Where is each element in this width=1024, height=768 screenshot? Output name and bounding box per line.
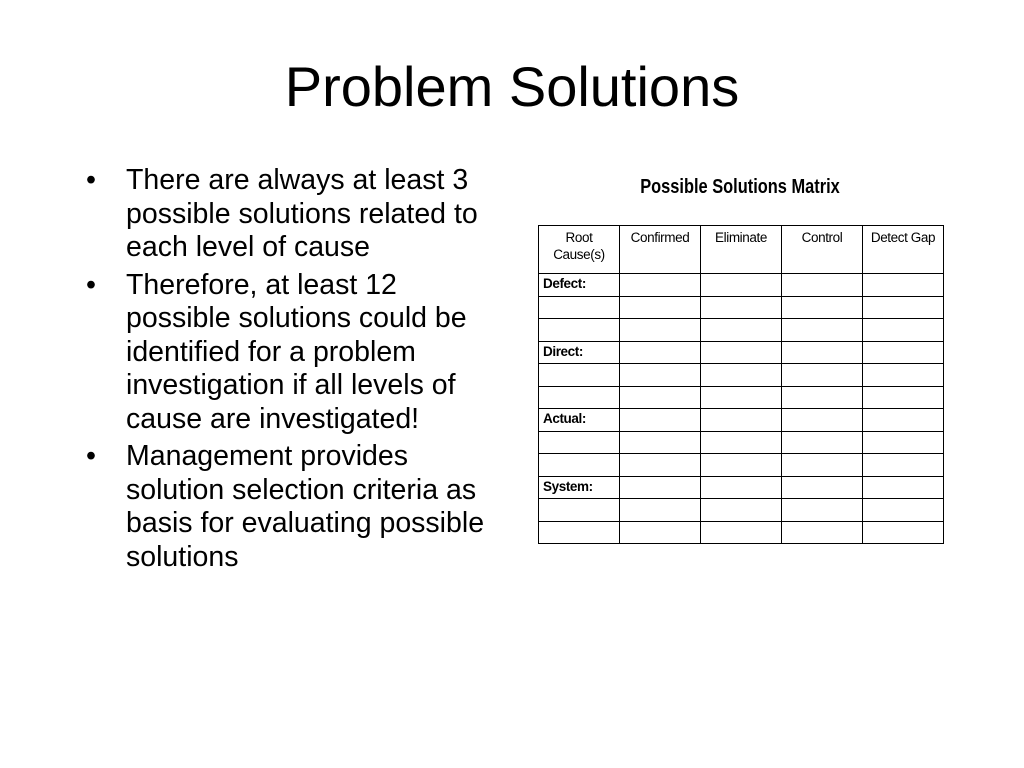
row-label-cell: System: (539, 476, 620, 499)
matrix-title: Possible Solutions Matrix (640, 176, 840, 198)
bullet-list (86, 164, 506, 578)
table-row (539, 521, 944, 544)
empty-cell (701, 319, 782, 342)
row-label-cell (539, 521, 620, 544)
empty-cell (701, 499, 782, 522)
bullet-icon: • (86, 164, 96, 196)
bullet-icon: • (86, 268, 96, 301)
empty-cell (701, 341, 782, 364)
empty-cell (863, 409, 944, 432)
bullet-item (86, 269, 506, 437)
empty-cell (620, 454, 701, 477)
header-confirmed: Confirmed (620, 226, 701, 274)
empty-cell (620, 409, 701, 432)
row-label-cell (539, 386, 620, 409)
empty-cell (620, 521, 701, 544)
empty-cell (863, 364, 944, 387)
row-label-cell: Actual: (539, 409, 620, 432)
empty-cell (863, 319, 944, 342)
bullet-item (86, 164, 506, 265)
table-row (539, 274, 944, 297)
empty-cell (863, 431, 944, 454)
row-label-cell (539, 296, 620, 319)
empty-cell (782, 454, 863, 477)
empty-cell (620, 341, 701, 364)
empty-cell (782, 274, 863, 297)
table-row (539, 476, 944, 499)
row-label-cell (539, 454, 620, 477)
empty-cell (782, 521, 863, 544)
header-root-cause: Root Cause(s) (539, 226, 620, 274)
empty-cell (782, 386, 863, 409)
slide-title: Problem Solutions (284, 55, 740, 118)
empty-cell (701, 431, 782, 454)
row-label-cell: Direct: (539, 341, 620, 364)
row-label-cell (539, 319, 620, 342)
empty-cell (863, 296, 944, 319)
empty-cell (863, 454, 944, 477)
row-label-cell (539, 499, 620, 522)
empty-cell (782, 499, 863, 522)
table-row (539, 296, 944, 319)
row-label-cell (539, 431, 620, 454)
empty-cell (782, 431, 863, 454)
table-row (539, 499, 944, 522)
empty-cell (620, 364, 701, 387)
empty-cell (620, 296, 701, 319)
empty-cell (863, 341, 944, 364)
row-label-cell: Defect: (539, 274, 620, 297)
bullet-text: There are always at least 3 possible solutions related to each level of cause (126, 164, 478, 263)
table-row (539, 319, 944, 342)
empty-cell (620, 499, 701, 522)
empty-cell (782, 341, 863, 364)
empty-cell (863, 521, 944, 544)
solutions-matrix-table (538, 225, 944, 544)
table-row (539, 364, 944, 387)
table-row (539, 454, 944, 477)
empty-cell (701, 364, 782, 387)
table-row (539, 431, 944, 454)
header-detect-gap: Detect Gap (863, 226, 944, 274)
empty-cell (620, 431, 701, 454)
bullet-item (86, 440, 506, 574)
empty-cell (620, 319, 701, 342)
table-row (539, 386, 944, 409)
header-eliminate: Eliminate (701, 226, 782, 274)
empty-cell (701, 409, 782, 432)
empty-cell (620, 274, 701, 297)
empty-cell (620, 476, 701, 499)
empty-cell (782, 364, 863, 387)
row-label-cell (539, 364, 620, 387)
empty-cell (782, 319, 863, 342)
empty-cell (782, 409, 863, 432)
empty-cell (863, 499, 944, 522)
empty-cell (701, 386, 782, 409)
empty-cell (701, 296, 782, 319)
empty-cell (782, 296, 863, 319)
empty-cell (782, 476, 863, 499)
empty-cell (701, 521, 782, 544)
empty-cell (701, 476, 782, 499)
matrix-body (539, 274, 944, 544)
empty-cell (620, 386, 701, 409)
header-control: Control (782, 226, 863, 274)
bullet-text: Management provides solution selection criteria as basis for evaluating possible solutions (126, 440, 485, 573)
empty-cell (701, 454, 782, 477)
empty-cell (863, 476, 944, 499)
table-row (539, 341, 944, 364)
empty-cell (701, 274, 782, 297)
bullet-text: Therefore, at least 12 possible solutions could be identified for a problem investigation if all levels of cause are investigated! (126, 268, 467, 435)
empty-cell (863, 274, 944, 297)
table-row (539, 409, 944, 432)
matrix-header-row (539, 226, 944, 274)
bullet-icon: • (86, 440, 96, 472)
empty-cell (863, 386, 944, 409)
